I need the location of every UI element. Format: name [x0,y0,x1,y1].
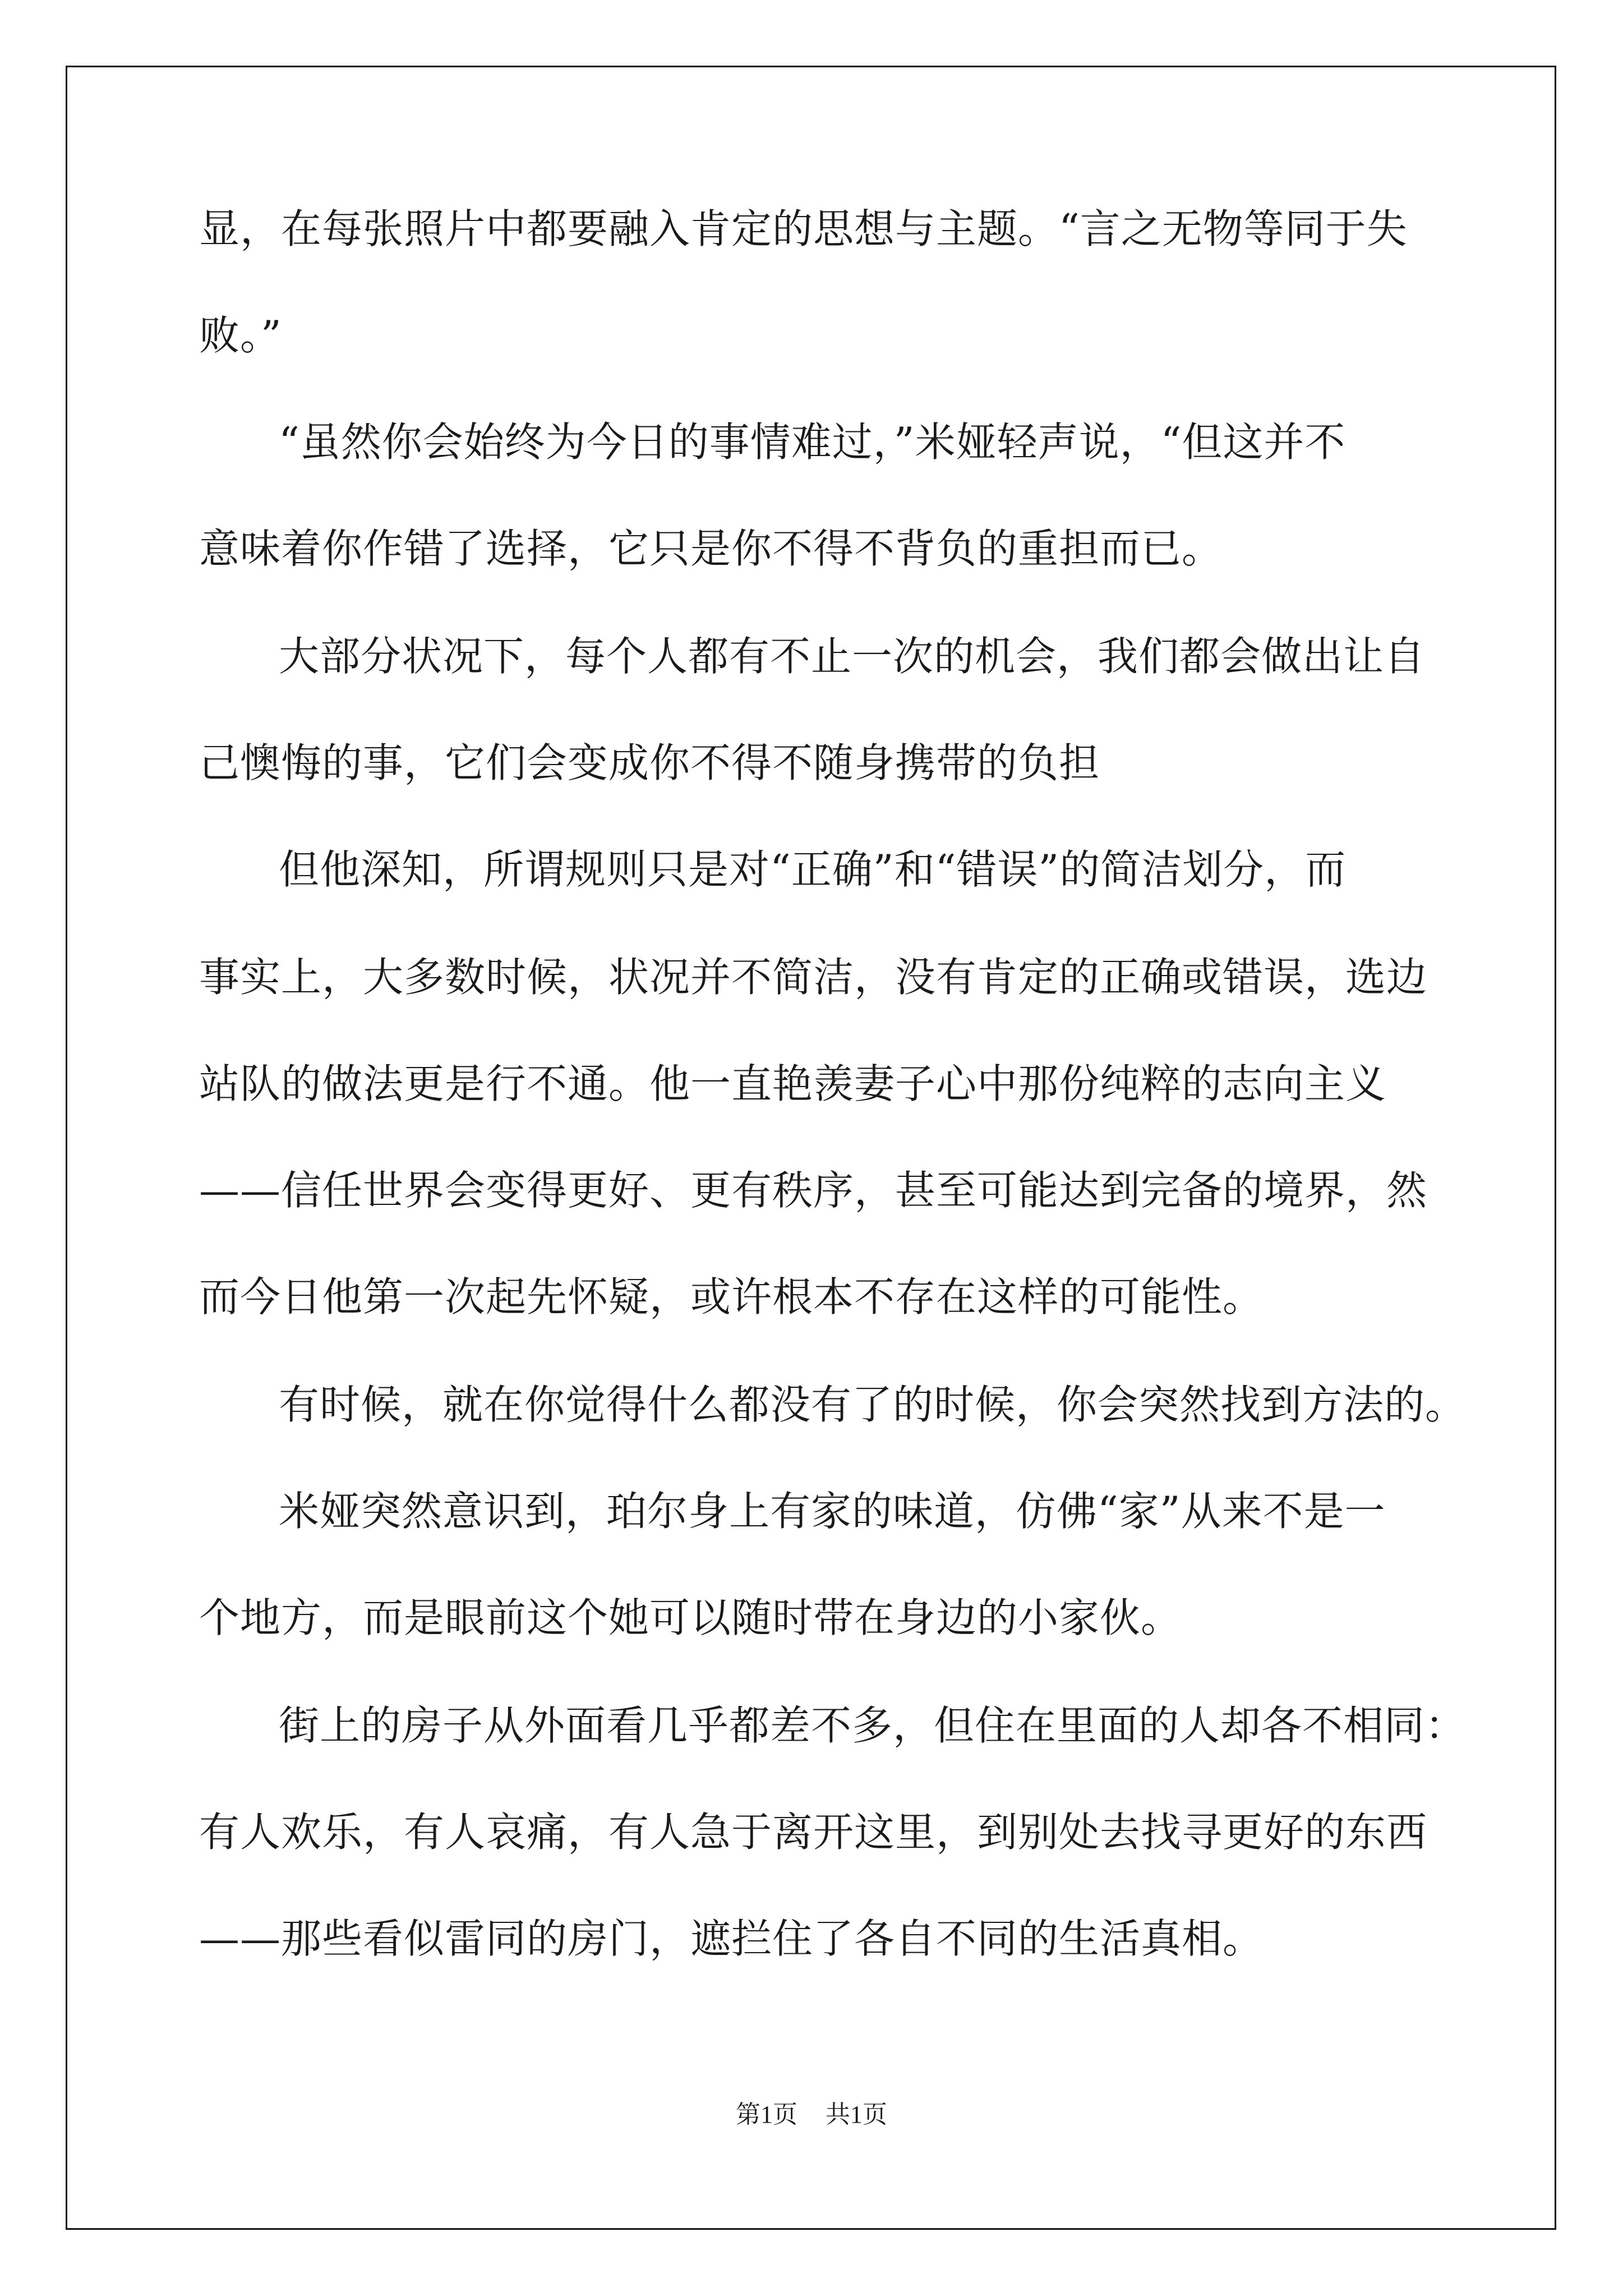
text-line: 个地方，而是眼前这个她可以随时带在身边的小家伙。 [199,1594,1182,1641]
paragraph-start-line: 街上的房子从外面看几乎都差不多，但住在里面的人却各不相同： [279,1702,1467,1749]
text-line: 有人欢乐，有人哀痛，有人急于离开这里，到别处去找寻更好的东西 [199,1809,1428,1856]
text-line: 己懊悔的事，它们会变成你不得不随身携带的负担 [199,739,1100,786]
text-line: ——那些看似雷同的房门，遮拦住了各自不同的生活真相。 [199,1915,1264,1962]
text-line: 意味着你作错了选择，它只是你不得不背负的重担而已。 [199,525,1223,572]
paragraph-start-line: 大部分状况下，每个人都有不止一次的机会，我们都会做出让自 [279,633,1426,680]
page-border [66,66,1556,2230]
text-line: 败。” [199,312,282,359]
paragraph-start-line: “虽然你会始终为今日的事情难过，”米娅轻声说，“但这并不 [279,418,1346,466]
text-line: 显，在每张照片中都要融入肯定的思想与主题。“言之无物等同于失 [199,205,1408,252]
page-footer [0,2098,1623,2132]
page-total: 共1页 [826,2101,887,2128]
paragraph-start-line: 但他深知，所谓规则只是对“正确”和“错误”的简洁划分，而 [279,846,1347,893]
paragraph-start-line: 有时候，就在你觉得什么都没有了的时候，你会突然找到方法的。 [279,1381,1467,1428]
page-number: 第1页 [736,2101,797,2128]
paragraph-start-line: 米娅突然意识到，珀尔身上有家的味道，仿佛“家”从来不是一 [279,1488,1386,1535]
text-line: 事实上，大多数时候，状况并不简洁，没有肯定的正确或错误，选边 [199,954,1428,1001]
text-line: ——信任世界会变得更好、更有秩序，甚至可能达到完备的境界，然 [199,1167,1428,1214]
text-line: 而今日他第一次起先怀疑，或许根本不存在这样的可能性。 [199,1273,1264,1320]
text-line: 站队的做法更是行不通。他一直艳羡妻子心中那份纯粹的志向主义 [199,1060,1387,1107]
